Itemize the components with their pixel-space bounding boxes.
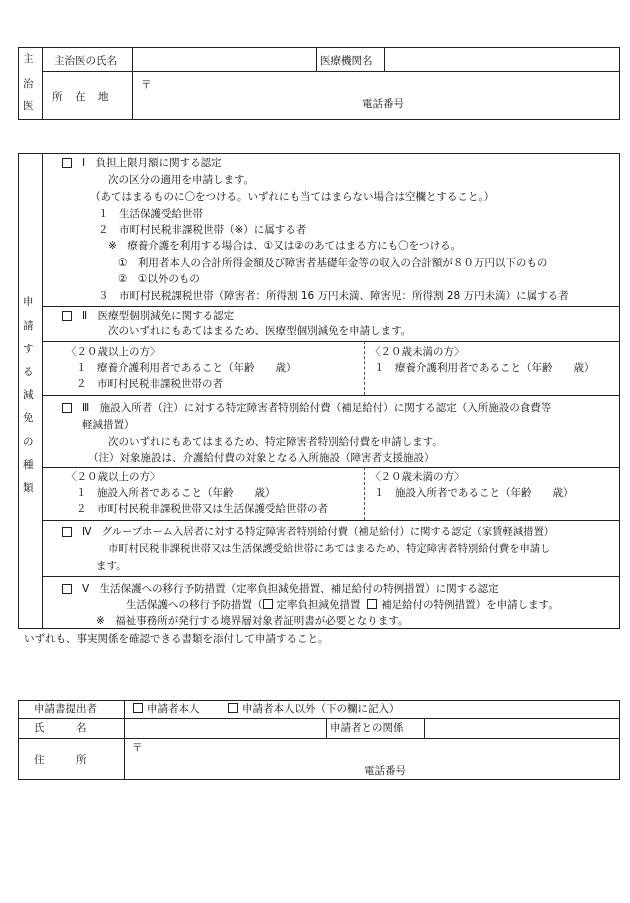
section1-line: 次の区分の適用を申請します。 bbox=[108, 174, 255, 186]
relation-field[interactable] bbox=[426, 719, 618, 737]
option1-checkbox[interactable] bbox=[263, 599, 273, 609]
section4-line-cont: ます。 bbox=[96, 560, 127, 572]
other-checkbox[interactable] bbox=[228, 703, 238, 713]
side-char: 申 bbox=[23, 296, 34, 308]
section2-line: 次のいずれにもあてはまるため、医療型個別減免を申請します。 bbox=[108, 325, 412, 337]
section2-checkbox[interactable] bbox=[62, 311, 76, 323]
section5-line-post: ）を申請します。 bbox=[475, 599, 559, 611]
side-char: 減 bbox=[23, 389, 34, 401]
divider bbox=[364, 341, 365, 395]
section1-title: Ⅰ 負担上限月額に関する認定 bbox=[82, 157, 222, 169]
divider bbox=[42, 520, 620, 521]
divider bbox=[42, 153, 43, 629]
submitter-address-label: 住 所 bbox=[34, 754, 87, 766]
section2-left-item-1: １ 療養介護利用者であること（年齢 歳） bbox=[76, 362, 297, 374]
divider bbox=[424, 718, 425, 738]
section3-checkbox[interactable] bbox=[62, 403, 76, 415]
section3-note: （注）対象施設は、介護給付費の対象となる入所施設（障害者支援施設） bbox=[88, 452, 435, 464]
section3-right-item-1: １ 施設入所者であること（年齢 歳） bbox=[374, 487, 574, 499]
section2-left-heading: 〈２０歳以上の方〉 bbox=[66, 346, 161, 358]
doctor-phone-label: 電話番号 bbox=[362, 98, 404, 110]
section3-left-item-2: ２ 市町村民税非課税世帯又は生活保護受給世帯の者 bbox=[76, 503, 328, 515]
other-label: 申請者本人以外（下の欄に記入） bbox=[242, 703, 400, 715]
divider bbox=[364, 467, 365, 520]
submitter-name-label: 氏 名 bbox=[34, 722, 87, 734]
divider bbox=[316, 47, 317, 71]
doctor-phone-field[interactable] bbox=[412, 96, 612, 116]
divider bbox=[132, 47, 133, 120]
submitter-option-self[interactable] bbox=[133, 703, 200, 716]
section4-line: 市町村民税非課税世帯又は生活保護受給世帯にあてはまるため、特定障害者特別給付費を申請し bbox=[108, 543, 551, 555]
section5-checkbox[interactable] bbox=[62, 584, 76, 596]
submitter-address-field[interactable] bbox=[142, 740, 612, 760]
section5-option2: 補足給付の特例措置 bbox=[381, 599, 476, 611]
section3-right-heading: 〈２０歳未満の方〉 bbox=[370, 471, 465, 483]
section3-left-item-1: １ 施設入所者であること（年齢 歳） bbox=[76, 487, 276, 499]
section5-line-pre: 生活保護への移行予防措置（ bbox=[126, 599, 263, 611]
divider bbox=[42, 576, 620, 577]
divider bbox=[42, 47, 43, 120]
institution-label: 医療機関名 bbox=[320, 55, 373, 67]
section2-title: Ⅱ 医療型個別減免に関する認定 bbox=[82, 310, 235, 322]
section1-line: ※ 療養介護を利用する場合は、①又は②のあてはまる方にも〇をつける。 bbox=[108, 240, 462, 252]
section1-option-2[interactable]: ２ 市町村民税非課税世帯（※）に属する者 bbox=[98, 224, 307, 236]
divider bbox=[384, 47, 385, 71]
side-char: 免 bbox=[23, 412, 34, 424]
doctor-side-label-1: 主 bbox=[23, 53, 34, 65]
self-checkbox[interactable] bbox=[133, 703, 143, 713]
section1-checkbox[interactable] bbox=[62, 158, 76, 170]
option2-checkbox[interactable] bbox=[367, 599, 377, 609]
side-char: 請 bbox=[23, 320, 34, 332]
submitter-label: 申請書提出者 bbox=[34, 703, 97, 715]
section3-title: Ⅲ 施設入所者（注）に対する特定障害者特別給付費（補足給付）に関する認定（入所施設の食費等 bbox=[82, 402, 552, 414]
divider bbox=[42, 395, 620, 396]
divider bbox=[42, 341, 620, 342]
doctor-address-field[interactable] bbox=[150, 73, 610, 95]
section1-sub-option-1[interactable]: ① 利用者本人の合計所得金額及び障害者基礎年金等の収入の合計額が８０万円以下のもの bbox=[118, 257, 548, 269]
self-label: 申請者本人 bbox=[147, 703, 200, 715]
divider bbox=[124, 700, 125, 780]
footer-note: いずれも、事実関係を確認できる書類を添付して申請すること。 bbox=[24, 633, 329, 645]
submitter-phone-field[interactable] bbox=[414, 762, 614, 778]
section4-checkbox[interactable] bbox=[62, 527, 76, 539]
doctor-side-label-3: 医 bbox=[23, 100, 34, 112]
section1-option-1[interactable]: １ 生活保護受給世帯 bbox=[98, 208, 203, 220]
divider bbox=[42, 71, 620, 72]
section2-right-heading: 〈２０歳未満の方〉 bbox=[370, 346, 465, 358]
section2-right-item-1: １ 療養介護利用者であること（年齢 歳） bbox=[374, 362, 595, 374]
side-char: 類 bbox=[23, 482, 34, 494]
divider bbox=[42, 467, 620, 468]
section3-line: 次のいずれにもあてはまるため、特定障害者特別給付費を申請します。 bbox=[108, 436, 443, 448]
section5-option1: 定率負担減免措置 bbox=[276, 599, 361, 611]
section3-left-heading: 〈２０歳以上の方〉 bbox=[66, 471, 161, 483]
side-char: 種 bbox=[23, 459, 34, 471]
section1-sub-option-2[interactable]: ② ①以外のもの bbox=[118, 273, 200, 285]
section3-title-cont: 軽減措置） bbox=[82, 419, 135, 431]
institution-field[interactable] bbox=[386, 48, 618, 70]
doctor-side-label-2: 治 bbox=[23, 78, 34, 90]
submitter-postal-mark: 〒 bbox=[132, 742, 143, 754]
section5-title: Ⅴ 生活保護への移行予防措置（定率負担減免措置、補足給付の特例措置）に関する認定 bbox=[82, 583, 499, 595]
section5-note: ※ 福祉事務所が発行する境界層対象者証明書が必要となります。 bbox=[96, 615, 409, 627]
divider bbox=[42, 306, 620, 307]
doctor-address-label: 所 在 地 bbox=[52, 91, 110, 103]
side-char: る bbox=[23, 366, 34, 378]
divider bbox=[326, 718, 327, 738]
section5-line bbox=[126, 599, 559, 612]
relation-label: 申請者との関係 bbox=[330, 722, 404, 734]
section1-option-3[interactable]: ３ 市町村民税課税世帯（障害者：所得割 16 万円未満、障害児：所得割 28 万円未満）に属する者 bbox=[98, 290, 569, 302]
section2-left-item-2: ２ 市町村民税非課税世帯の者 bbox=[76, 378, 223, 390]
section1-line: （あてはまるものに〇をつける。いずれにも当てはまらない場合は空欄とすること。） bbox=[90, 191, 495, 203]
side-char: の bbox=[23, 436, 34, 448]
submitter-phone-label: 電話番号 bbox=[364, 765, 406, 777]
divider bbox=[18, 738, 620, 739]
section4-title: Ⅳ グループホーム入居者に対する特定障害者特別給付費（補足給付）に関する認定（家賃軽減措置） bbox=[82, 526, 555, 538]
doctor-name-field[interactable] bbox=[134, 48, 314, 70]
doctor-postal-mark: 〒 bbox=[141, 79, 152, 91]
submitter-option-other[interactable] bbox=[228, 703, 400, 716]
side-char: す bbox=[23, 343, 34, 355]
submitter-name-field[interactable] bbox=[126, 719, 324, 737]
doctor-name-label: 主治医の氏名 bbox=[54, 55, 117, 67]
